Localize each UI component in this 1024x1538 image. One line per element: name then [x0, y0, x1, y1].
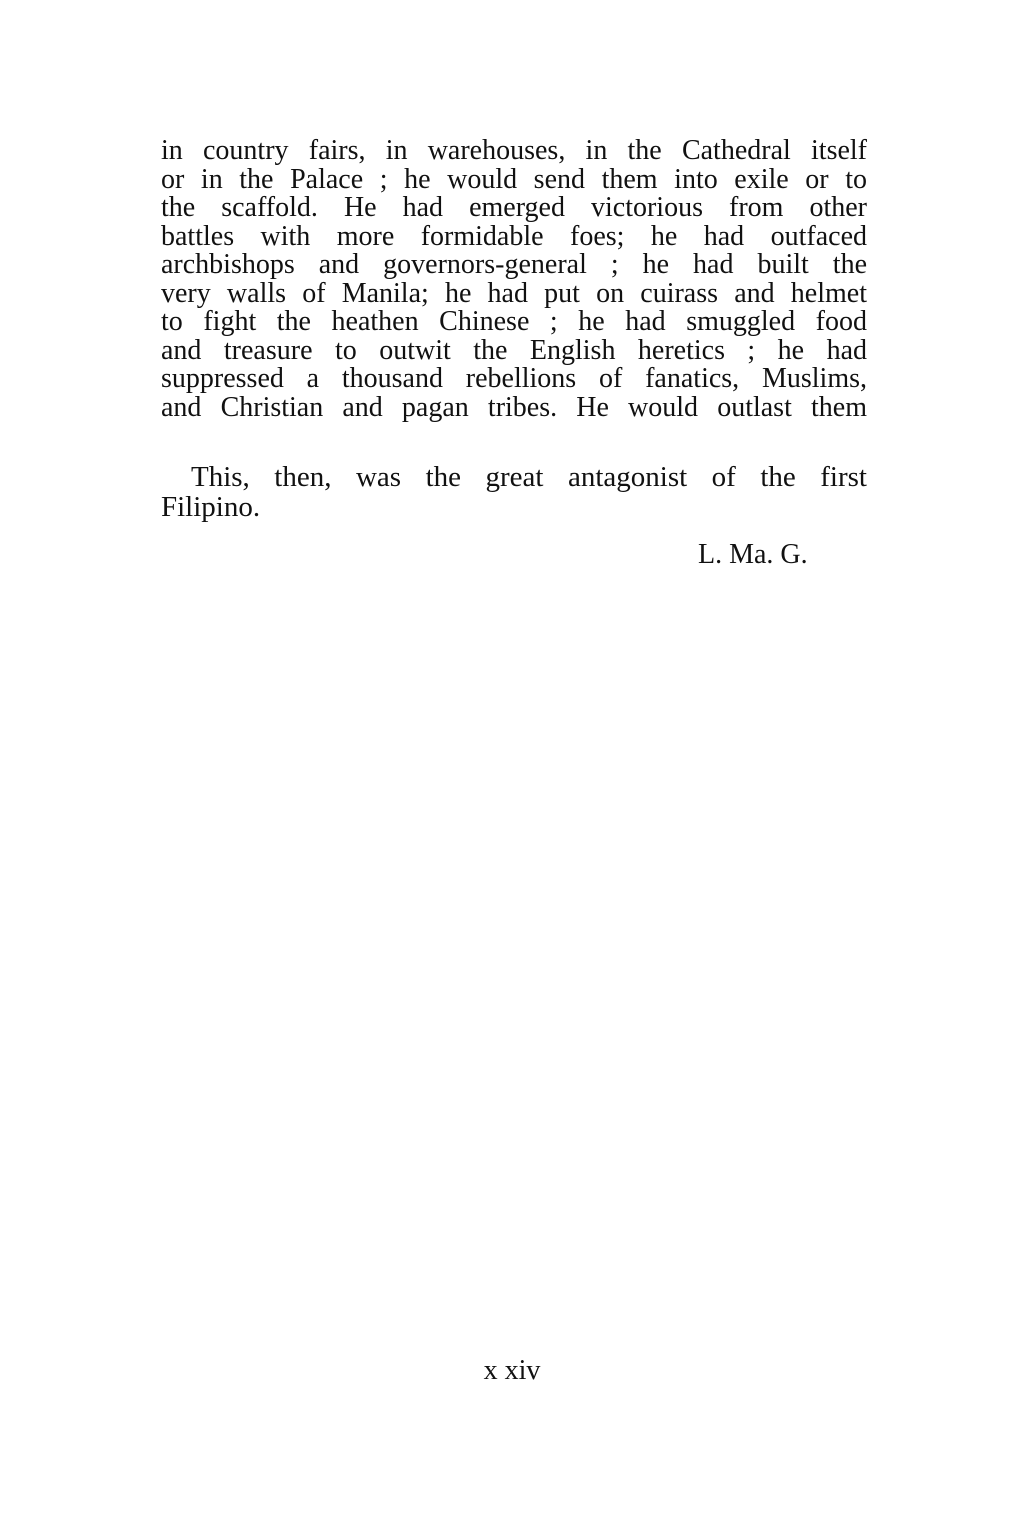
body-paragraph	[161, 137, 867, 422]
page-number: x xiv	[483, 1355, 541, 1386]
text-line: and Christian and pagan tribes. He would outlast them	[161, 391, 867, 423]
text-line: Filipino.	[161, 491, 261, 523]
text-line: suppressed a thousand rebellions of fanatics, Muslims,	[161, 363, 867, 394]
text-line: and treasure to outwit the English heretics ; he had	[161, 334, 867, 366]
text-line: the scaffold. He had emerged victorious from other	[161, 192, 867, 223]
closing-paragraph	[161, 462, 867, 522]
author-signature: L. Ma. G.	[698, 539, 808, 570]
text-line: very walls of Manila; he had put on cuirass and helmet	[161, 277, 867, 309]
text-line: or in the Palace ; he would send them into exile or to	[161, 163, 867, 195]
text-line: battles with more formidable foes; he had outfaced	[161, 220, 867, 252]
text-line: This, then, was the great antagonist of the first	[191, 461, 867, 493]
text-line: archbishops and governors-general ; he had built the	[161, 249, 867, 280]
text-line: in country fairs, in warehouses, in the Cathedral itself	[161, 135, 867, 166]
text-line: to fight the heathen Chinese ; he had smuggled food	[161, 306, 867, 337]
